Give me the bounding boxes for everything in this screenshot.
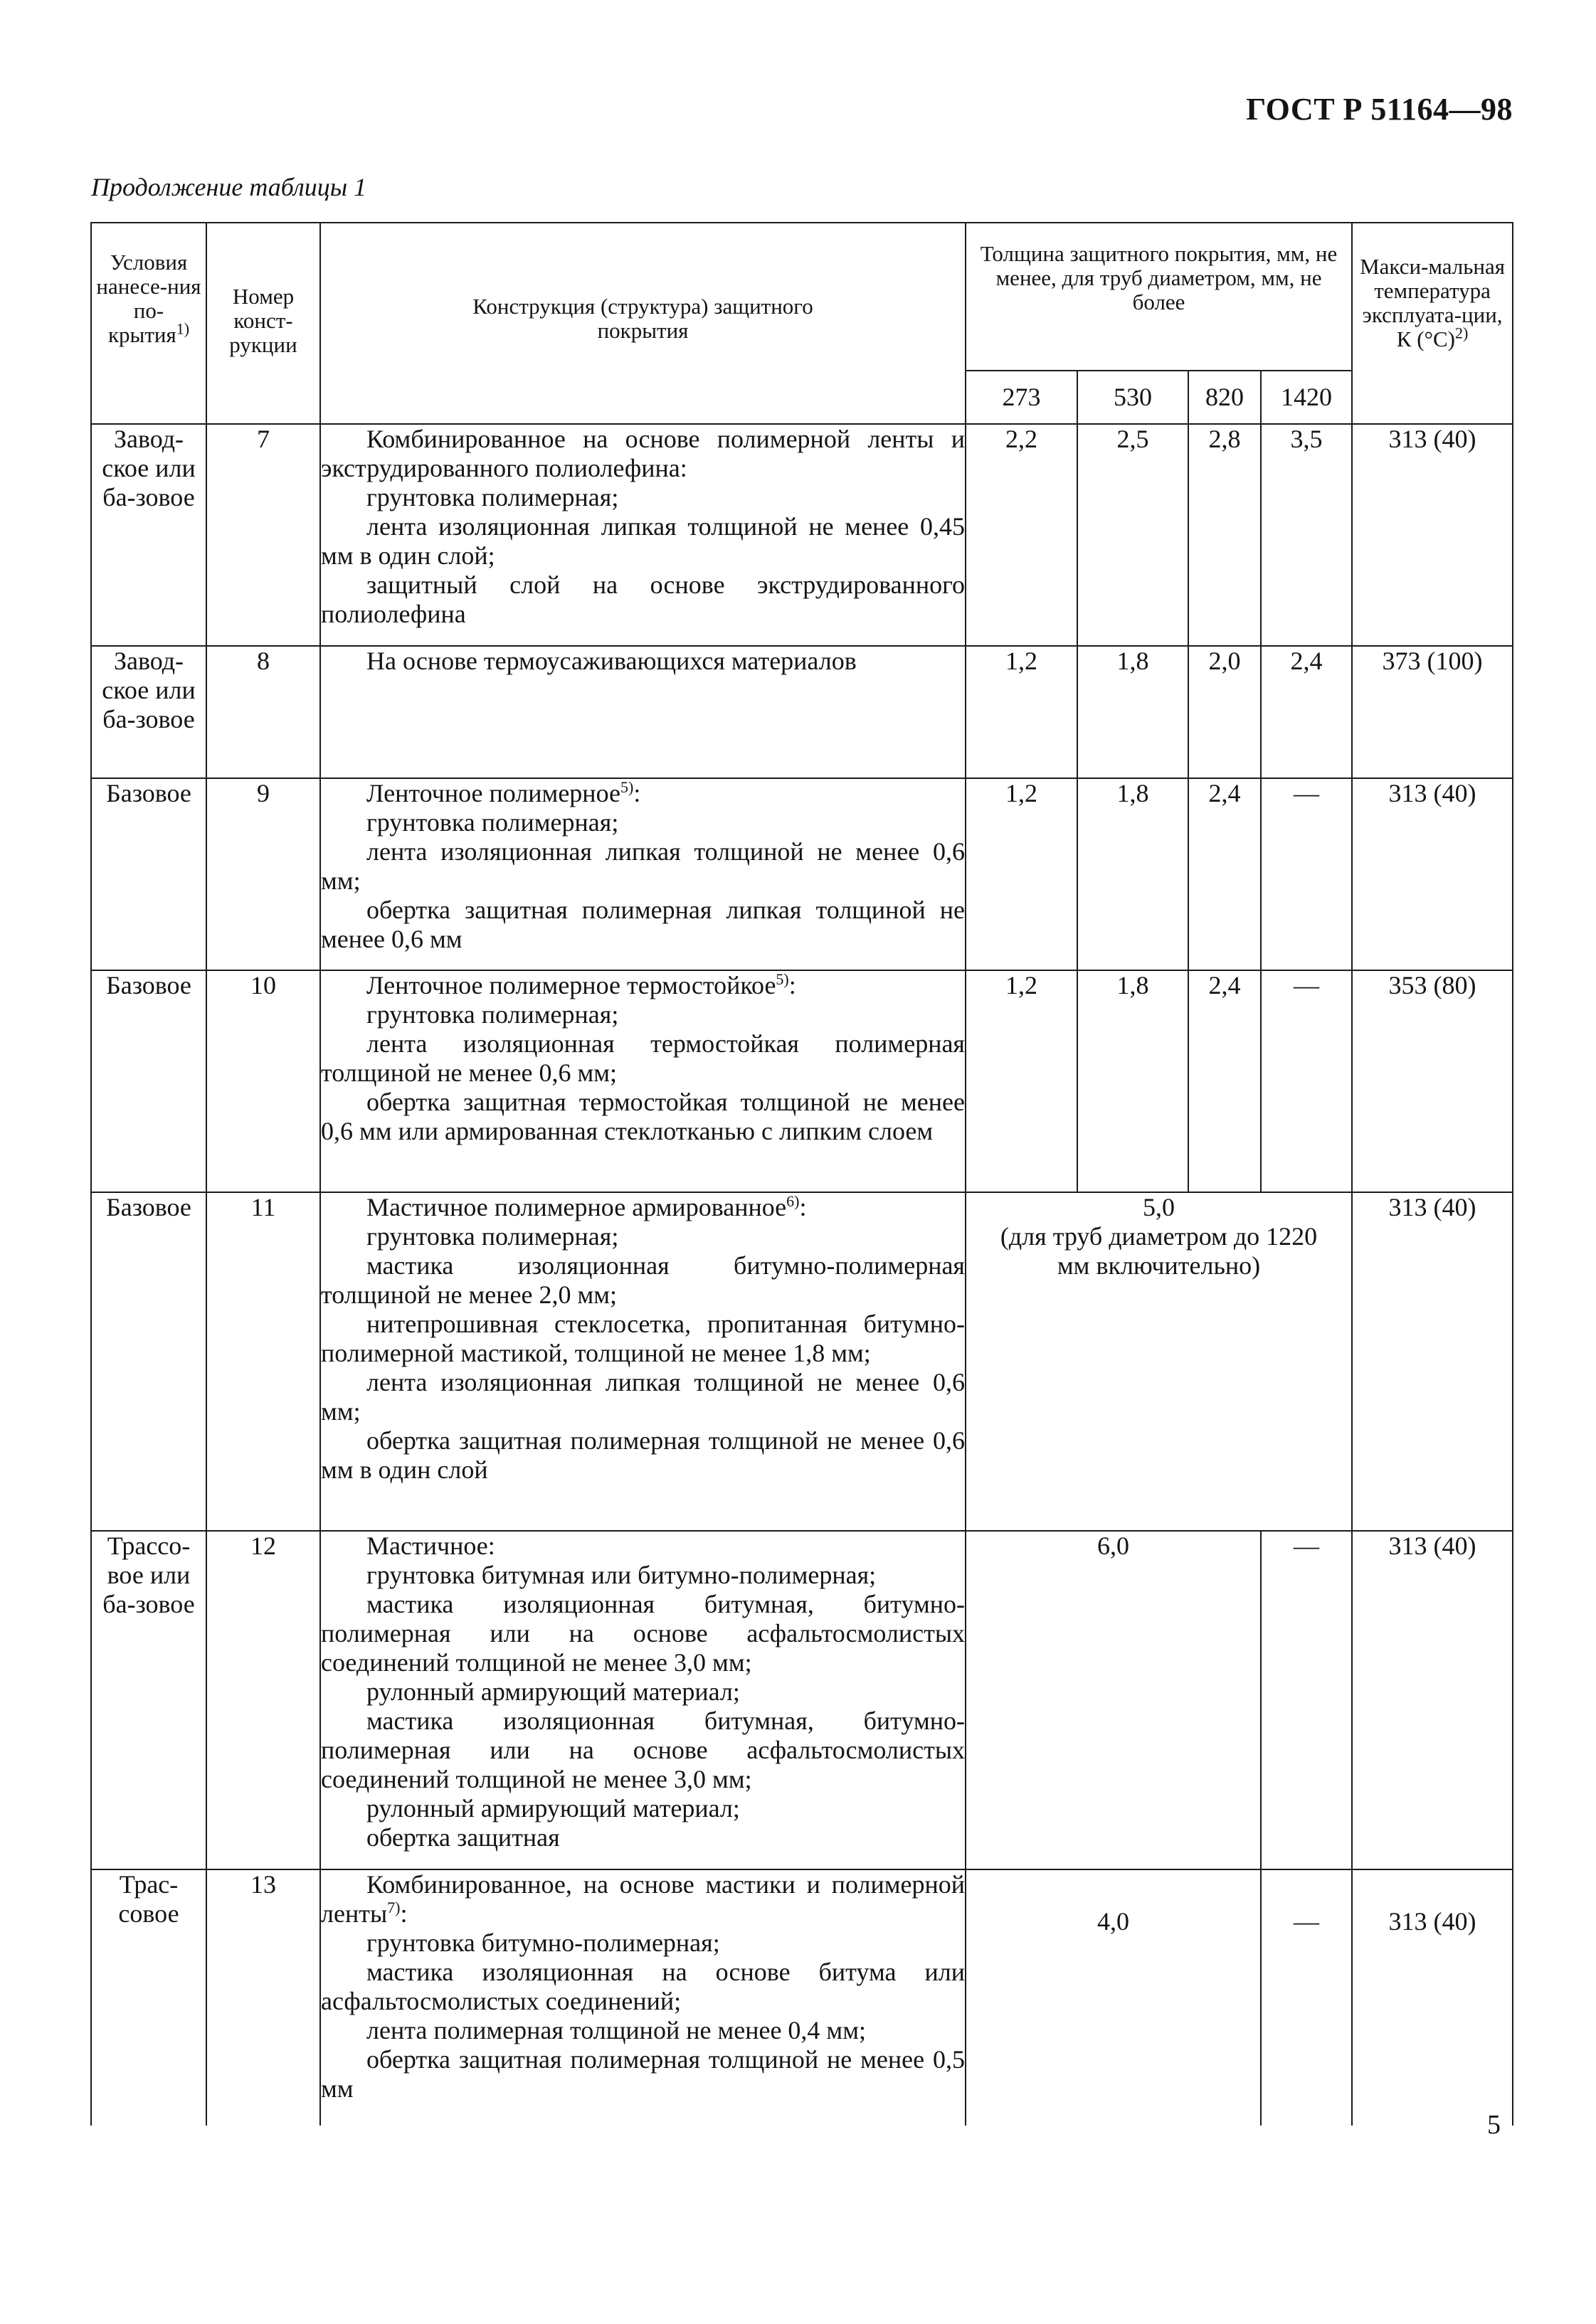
row-condition: Трас-совое [91,1869,206,2126]
construction-line: лента изоляционная термостойкая полимерная толщиной не менее 0,6 мм; [321,1029,965,1087]
max-temperature: 353 (80) [1352,970,1513,1192]
thickness-273: 1,2 [966,970,1077,1192]
header-row [91,223,1513,371]
header-thickness: Толщина защитного покрытия, мм, не менее, для труб диаметром, мм, не более [966,223,1352,371]
table-row [91,778,1513,970]
row-condition: Базовое [91,1192,206,1531]
row-construction [320,646,966,778]
footnote-ref: 5) [776,970,789,988]
thickness-530: 2,5 [1077,424,1188,646]
construction-line: грунтовка полимерная; [366,808,619,837]
construction-title: Комбинированное на основе полимерной ленты и экструдированного полиолефина: [321,425,965,482]
thickness-merged: 6,0 [966,1531,1261,1869]
construction-line: мастика изоляционная битумная, битумно-полимерная или на основе асфальтосмолистых соединений толщиной не менее 3,0 мм; [321,1590,965,1677]
construction-line: лента изоляционная липкая толщиной не менее 0,6 мм; [321,837,965,895]
footnote-ref: 7) [387,1899,401,1916]
construction-line: лента изоляционная липкая толщиной не менее 0,6 мм; [321,1368,965,1426]
table-row [91,1869,1513,2126]
thickness-820: 2,0 [1188,646,1261,778]
thickness-820: 2,8 [1188,424,1261,646]
construction-line: мастика изоляционная битумно-полимерная толщиной не менее 2,0 мм; [321,1251,965,1309]
construction-line: грунтовка полимерная; [366,1222,619,1251]
row-construction [320,778,966,970]
header-max-temp-note: 2) [1454,324,1469,342]
thickness-273: 1,2 [966,778,1077,970]
row-construction [320,424,966,646]
thickness-820: 2,4 [1188,970,1261,1192]
construction-title: На основе термоусаживающихся материалов [366,647,857,675]
row-construction [320,970,966,1192]
thickness-273: 1,2 [966,646,1077,778]
table-row [91,970,1513,1192]
construction-line: обертка защитная полимерная толщиной не менее 0,5 мм [321,2045,965,2103]
construction-title-text: Ленточное полимерное термостойкое [366,971,776,999]
table-row [91,1192,1513,1531]
thickness-530: 1,8 [1077,778,1188,970]
thickness-1420: 3,5 [1261,424,1352,646]
construction-title-text: Комбинированное, на основе мастики и полимерной ленты [321,1870,965,1928]
construction-title-text: Мастичное полимерное армированное [366,1193,787,1221]
thickness-1420: — [1261,1869,1352,2126]
max-temperature: 313 (40) [1352,1531,1513,1869]
construction-line: грунтовка полимерная; [366,483,619,511]
thickness-1420: — [1261,778,1352,970]
construction-line: лента изоляционная липкая толщиной не менее 0,45 мм в один слой; [321,512,965,570]
row-condition: Базовое [91,970,206,1192]
page-number: 5 [1487,2110,1501,2140]
construction-line: рулонный армирующий материал; [366,1677,740,1706]
construction-line: лента полимерная толщиной не менее 0,4 мм; [366,2016,866,2044]
construction-line: обертка защитная полимерная липкая толщиной не менее 0,6 мм [321,896,965,953]
row-condition: Трассо-вое или ба-зовое [91,1531,206,1869]
max-temperature: 373 (100) [1352,646,1513,778]
thickness-1420: — [1261,1531,1352,1869]
construction-line: грунтовка битумно-полимерная; [366,1928,720,1957]
row-construction [320,1869,966,2126]
construction-line: мастика изоляционная битумная, битумно-полимерная или на основе асфальтосмолистых соединений толщиной не менее 3,0 мм; [321,1707,965,1793]
table-row [91,1531,1513,1869]
construction-line: защитный слой на основе экструдированного полиолефина [321,571,965,628]
construction-title: Комбинированное, на основе мастики и полимерной ленты$^{7)}$: [321,1870,965,1928]
header-max-temp-text: Макси-мальная температура эксплуата-ции, К (°С) [1360,254,1506,351]
thickness-530: 1,8 [1077,970,1188,1192]
thickness-merged: 4,0 [966,1869,1261,2126]
row-number: 11 [206,1192,320,1531]
table-caption: Продолжение таблицы 1 [91,173,367,201]
header-diameter-530: 530 [1077,371,1188,424]
row-construction [320,1531,966,1869]
construction-line: мастика изоляционная на основе битума или асфальтосмолистых соединений; [321,1958,965,2015]
coating-table [90,222,1513,2126]
construction-title: Мастичное: [366,1532,495,1560]
row-number: 10 [206,970,320,1192]
row-condition: Завод-ское или ба-зовое [91,424,206,646]
header-number: Номер конст-рукции [206,223,320,424]
row-number: 12 [206,1531,320,1869]
construction-line: грунтовка битумная или битумно-полимерная; [366,1561,877,1589]
footnote-ref: 5) [620,778,634,796]
header-max-temp [1352,223,1513,424]
construction-title-text: Ленточное полимерное [366,779,620,807]
construction-line: нитепрошивная стеклосетка, пропитанная битумно-полимерной мастикой, толщиной не менее 1,8 мм; [321,1310,965,1367]
max-temperature: 313 (40) [1352,1192,1513,1531]
construction-title: Мастичное полимерное армированное$^{6)}$: [366,1192,807,1221]
row-number: 9 [206,778,320,970]
construction-line: грунтовка полимерная; [366,1000,619,1029]
row-number: 7 [206,424,320,646]
construction-line: обертка защитная термостойкая толщиной не менее 0,6 мм или армированная стеклотканью с липким слоем [321,1088,965,1145]
row-condition: Базовое [91,778,206,970]
header-diameter-1420: 1420 [1261,371,1352,424]
header-construction: Конструкция (структура) защитного покрытия [320,223,966,424]
max-temperature: 313 (40) [1352,424,1513,646]
construction-title: Ленточное полимерное$^{5)}$: [366,778,641,807]
thickness-1420: 2,4 [1261,646,1352,778]
row-condition: Завод-ское или ба-зовое [91,646,206,778]
thickness-merged-value: 5,0 [1143,1193,1175,1221]
header-conditions-note: 1) [176,319,190,338]
document-code: ГОСТ Р 51164—98 [1246,92,1513,127]
construction-line: обертка защитная полимерная толщиной не менее 0,6 мм в один слой [321,1426,965,1484]
table-row [91,424,1513,646]
construction-line: обертка защитная [366,1823,560,1852]
header-diameter-820: 820 [1188,371,1261,424]
thickness-530: 1,8 [1077,646,1188,778]
construction-line: рулонный армирующий материал; [366,1794,740,1822]
thickness-merged [966,1192,1352,1531]
max-temperature: 313 (40) [1352,1869,1513,2126]
row-construction [320,1192,966,1531]
footnote-ref: 6) [786,1192,800,1210]
header-diameter-273: 273 [966,371,1077,424]
max-temperature: 313 (40) [1352,778,1513,970]
thickness-1420: — [1261,970,1352,1192]
header-conditions [91,223,206,424]
row-number: 8 [206,646,320,778]
thickness-820: 2,4 [1188,778,1261,970]
row-number: 13 [206,1869,320,2126]
thickness-merged-note: (для труб диаметром до 1220 мм включительно) [1000,1222,1318,1280]
header-conditions-text: Условия нанесе-ния по-крытия [96,250,201,347]
construction-title: Ленточное полимерное термостойкое$^{5)}$: [366,970,796,999]
thickness-273: 2,2 [966,424,1077,646]
table-row [91,646,1513,778]
